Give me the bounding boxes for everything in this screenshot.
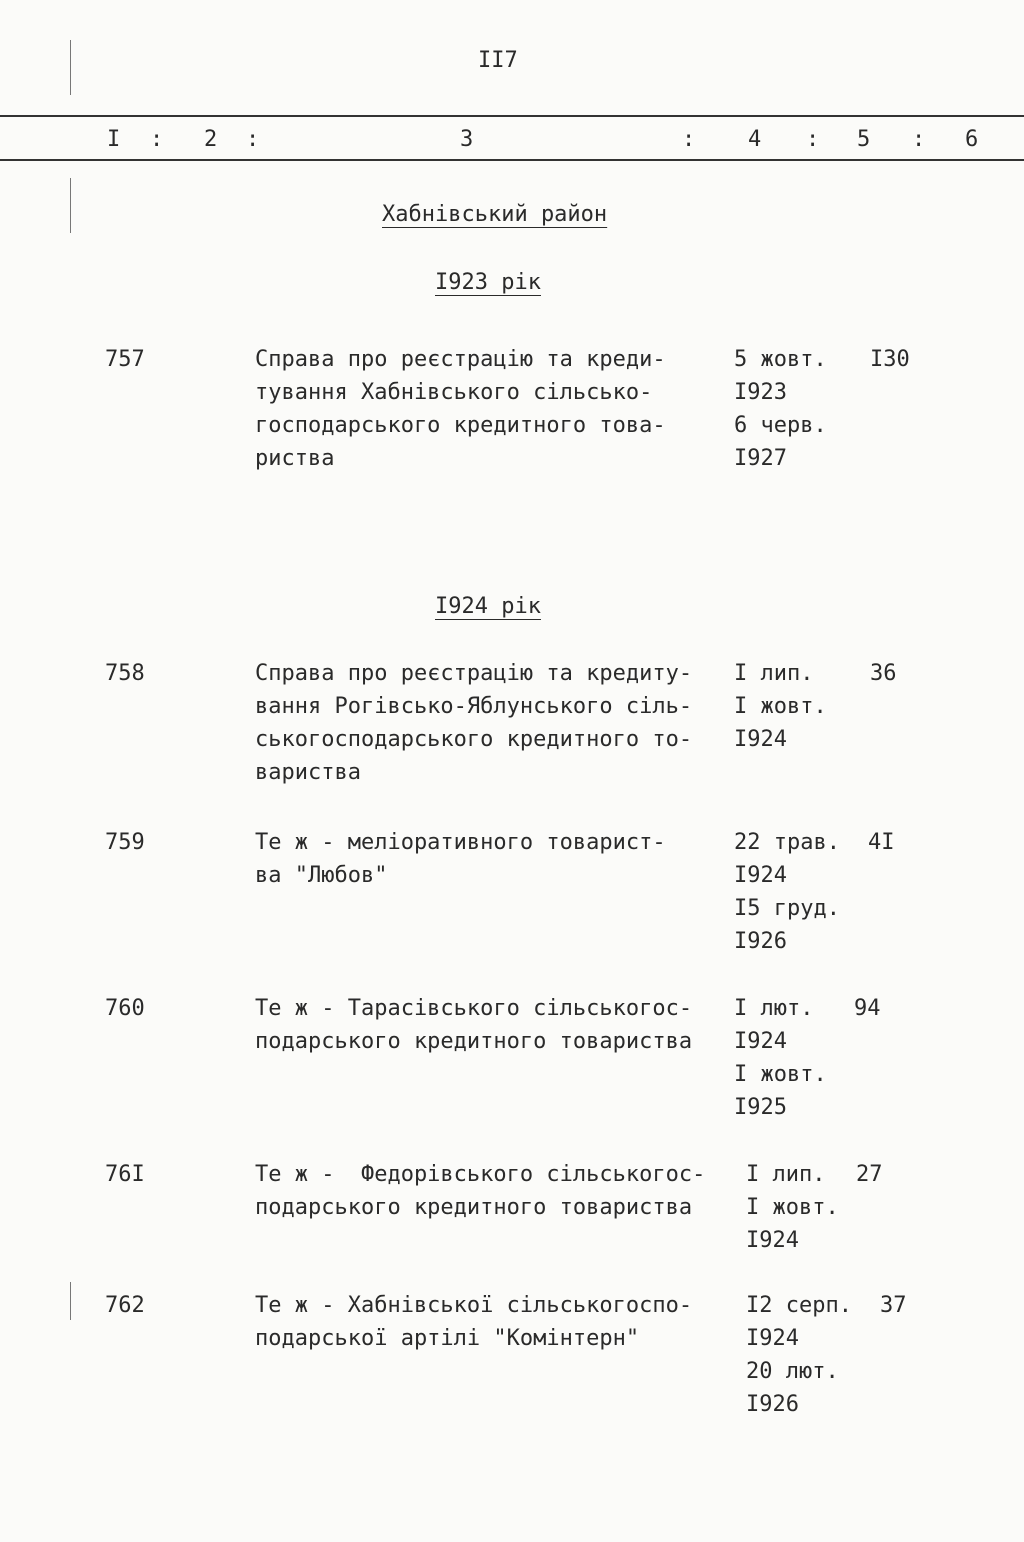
description-line: ва "Любов" — [255, 863, 388, 888]
entry-dates — [734, 992, 827, 1124]
date-line: I жовт. — [734, 1062, 827, 1087]
entry-number: 76I — [105, 1162, 145, 1187]
column-separator: : — [912, 127, 926, 152]
column-number-3: 3 — [460, 127, 474, 152]
date-line: 22 трав. — [734, 830, 840, 855]
description-line: вариства — [255, 760, 361, 785]
entry-dates — [734, 826, 840, 958]
column-number-5: 5 — [857, 127, 871, 152]
entry-number: 762 — [105, 1293, 145, 1318]
entry-description — [255, 1289, 692, 1355]
entry-page-count: I30 — [870, 347, 910, 372]
description-line: подарського кредитного товариства — [255, 1029, 693, 1054]
description-line: Те ж - Хабнівської сільськогоспо- — [255, 1293, 693, 1318]
date-line: I925 — [734, 1095, 787, 1120]
entry-page-count: 36 — [870, 661, 897, 686]
date-line: I5 груд. — [734, 896, 840, 921]
description-line: тування Хабнівського сільсько- — [255, 380, 653, 405]
column-separator: : — [150, 127, 164, 152]
date-line: 6 черв. — [734, 413, 827, 438]
date-line: I лип. — [734, 661, 814, 686]
description-line: Те ж - Тарасівського сільськогос- — [255, 996, 693, 1021]
entry-dates — [734, 343, 827, 475]
date-line: 5 жовт. — [734, 347, 827, 372]
date-line: I2 серп. — [746, 1293, 852, 1318]
description-line: Справа про реєстрацію та креди- — [255, 347, 666, 372]
description-line: Справа про реєстрацію та кредиту- — [255, 661, 693, 686]
date-line: I924 — [746, 1228, 799, 1253]
description-line: риства — [255, 446, 335, 471]
description-line: подарської артілі "Комінтерн" — [255, 1326, 640, 1351]
date-line: I926 — [746, 1392, 799, 1417]
column-number-6: 6 — [965, 127, 979, 152]
district-heading: Хабнівський район — [382, 202, 608, 227]
column-separator: : — [682, 127, 696, 152]
entry-page-count: 4I — [868, 830, 895, 855]
date-line: I926 — [734, 929, 787, 954]
description-line: подарського кредитного товариства — [255, 1195, 693, 1220]
date-line: I лют. — [734, 996, 814, 1021]
margin-mark — [70, 1282, 71, 1320]
entry-page-count: 37 — [880, 1293, 907, 1318]
entry-description — [255, 343, 666, 475]
date-line: I927 — [734, 446, 787, 471]
description-line: ськогосподарського кредитного то- — [255, 727, 693, 752]
entry-number: 757 — [105, 347, 145, 372]
date-line: I924 — [734, 863, 787, 888]
date-line: 20 лют. — [746, 1359, 839, 1384]
entry-dates — [746, 1158, 839, 1257]
entry-number: 759 — [105, 830, 145, 855]
description-line: Те ж - Федорівського сільськогос- — [255, 1162, 706, 1187]
year-heading: I924 рік — [435, 594, 541, 619]
entry-description — [255, 826, 666, 892]
description-line: вання Рогівсько-Яблунського сіль- — [255, 694, 693, 719]
column-separator: : — [806, 127, 820, 152]
margin-mark — [70, 40, 71, 95]
date-line: I924 — [734, 727, 787, 752]
entry-page-count: 94 — [854, 996, 881, 1021]
date-line: I жовт. — [734, 694, 827, 719]
entry-description — [255, 1158, 705, 1224]
description-line: господарського кредитного това- — [255, 413, 666, 438]
date-line: I лип. — [746, 1162, 826, 1187]
entry-description — [255, 992, 692, 1058]
entry-number: 758 — [105, 661, 145, 686]
entry-description — [255, 657, 692, 789]
page-number: II7 — [478, 48, 518, 73]
column-number-1: I — [107, 127, 121, 152]
header-bottom-rule — [0, 159, 1024, 161]
year-heading: I923 рік — [435, 270, 541, 295]
entry-dates — [746, 1289, 852, 1421]
date-line: I924 — [746, 1326, 799, 1351]
entry-number: 760 — [105, 996, 145, 1021]
margin-mark — [70, 178, 71, 233]
date-line: I923 — [734, 380, 787, 405]
date-line: I924 — [734, 1029, 787, 1054]
entry-page-count: 27 — [856, 1162, 883, 1187]
column-separator: : — [246, 127, 260, 152]
column-number-4: 4 — [748, 127, 762, 152]
header-top-rule — [0, 115, 1024, 117]
column-number-2: 2 — [204, 127, 218, 152]
date-line: I жовт. — [746, 1195, 839, 1220]
entry-dates — [734, 657, 827, 756]
description-line: Те ж - меліоративного товарист- — [255, 830, 666, 855]
